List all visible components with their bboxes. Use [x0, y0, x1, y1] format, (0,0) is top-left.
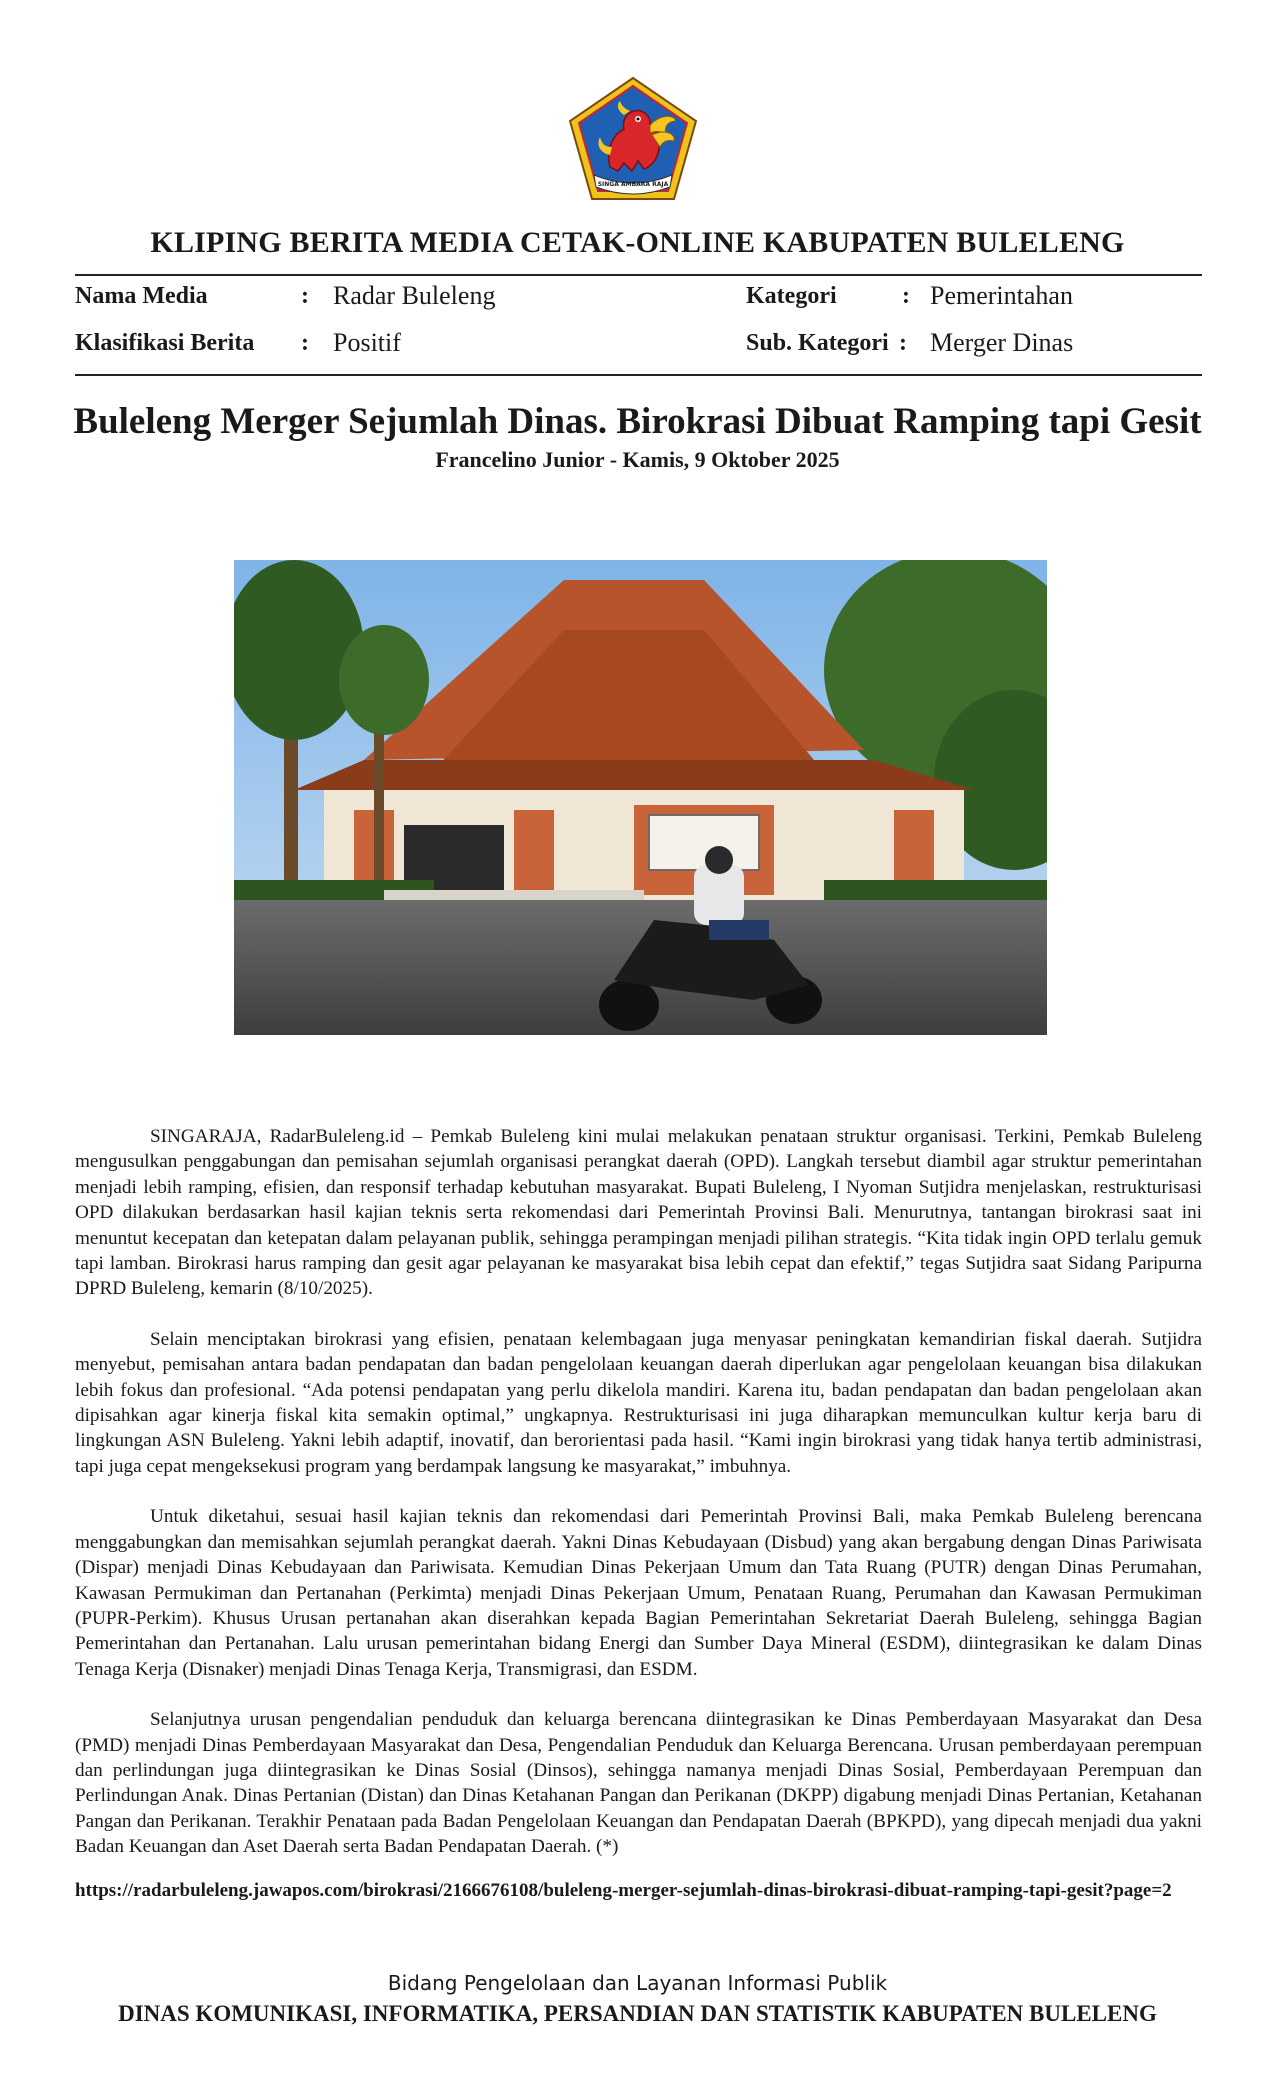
nama-media-colon: : [301, 283, 309, 309]
article-paragraph-4: Selanjutnya urusan pengendalian penduduk dan keluarga berencana diintegrasikan ke Dinas Pemberdayaan Masyarakat dan Desa (PMD) menjadi Dinas Pemberdayaan Masyarakat dan Desa, Pengendalian Penduduk dan Keluarga Berencana. Urusan pemberdayaan perempuan dan perlindungan juga diintegrasikan ke Dinas Sosial (Dinsos), sehingga namanya menjadi Dinas Sosial, Pemberdayaan Perempuan dan Perlindungan Anak. Dinas Pertanian (Distan) dan Dinas Ketahanan Pangan dan Perikanan (DKPP) digabung menjadi Dinas Pertanian, Ketahanan Pangan dan Perikanan. Terakhir Penataan pada Badan Pengelolaan Keuangan dan Pendapatan Daerah (BPKPD), yang dipecah menjadi dua yakni Badan Keuangan dan Aset Daerah serta Badan Pendapatan Daerah. (*) [75, 1709, 1202, 1858]
article-paragraph-2: Selain menciptakan birokrasi yang efisien, penataan kelembagaan juga menyasar peningkatan kemandirian fiskal daerah. Sutjidra menyebut, pemisahan antara badan pendapatan dan badan pengelolaan keuangan daerah diperlukan agar pengelolaan keuangan bisa dilakukan lebih fokus dan profesional. “Ada potensi pendapatan yang perlu dikelola mandiri. Karena itu, badan pendapatan dan badan pengelolaan akan dipisahkan agar kinerja fiskal kita semakin optimal,” ungkapnya. Restrukturisasi ini juga diharapkan memunculkan kultur kerja baru di lingkungan ASN Buleleng. Yakni lebih adaptif, inovatif, dan berorientasi pada hasil. “Kami ingin birokrasi yang tidak hanya tertib administrasi, tapi juga cepat mengeksekusi program yang berdampak langsung ke masyarakat,” imbuhnya. [75, 1328, 1202, 1477]
sub-kategori-colon: : [899, 330, 907, 356]
klasifikasi-berita-label: Klasifikasi Berita [75, 330, 255, 356]
klasifikasi-berita-value: Positif [333, 328, 401, 357]
kategori-value: Pemerintahan [930, 281, 1073, 310]
government-building-photo-icon [234, 560, 1047, 1035]
metadata-divider [75, 374, 1202, 376]
sub-kategori-value: Merger Dinas [930, 328, 1074, 357]
article-body [75, 1124, 1202, 1885]
sub-kategori-label: Sub. Kategori [746, 330, 889, 356]
heading-divider [75, 274, 1202, 276]
nama-media-value: Radar Buleleng [333, 281, 496, 310]
footer-agency: DINAS KOMUNIKASI, INFORMATIKA, PERSANDIAN DAN STATISTIK KABUPATEN BULELENG [118, 2001, 1157, 2026]
kategori-label: Kategori [746, 283, 837, 309]
article-byline: Francelino Junior - Kamis, 9 Oktober 2025 [435, 447, 840, 472]
article-title: Buleleng Merger Sejumlah Dinas. Birokrasi Dibuat Ramping tapi Gesit [73, 401, 1202, 442]
emblem-motto: SINGA AMBARA RAJA [597, 181, 669, 188]
article-paragraph-1: SINGARAJA, RadarBuleleng.id – Pemkab Buleleng kini mulai melakukan penataan struktur organisasi. Terkini, Pemkab Buleleng mengusulkan penggabungan dan pemisahan sejumlah organisasi perangkat daerah (OPD). Langkah tersebut diambil agar struktur pemerintahan menjadi lebih ramping, efisien, dan responsif terhadap kebutuhan masyarakat. Bupati Buleleng, I Nyoman Sutjidra menjelaskan, restrukturisasi OPD dilakukan berdasarkan hasil kajian teknis serta rekomendasi dari Pemerintah Provinsi Bali. Menurutnya, tantangan birokrasi saat ini menuntut kecepatan dan ketepatan dalam pelayanan publik, sehingga perampingan menjadi pilihan strategis. “Kita tidak ingin OPD terlalu gemuk tapi lamban. Birokrasi harus ramping dan gesit agar pelayanan ke masyarakat bisa lebih cepat dan efektif,” tegas Sutjidra saat Sidang Paripurna DPRD Buleleng, kemarin (8/10/2025). [75, 1126, 1202, 1300]
footer-unit: Bidang Pengelolaan dan Layanan Informasi Publik [387, 1971, 888, 1995]
klasifikasi-berita-colon: : [301, 330, 309, 356]
source-url-link[interactable]: https://radarbuleleng.jawapos.com/birokrasi/2166676108/buleleng-merger-sejumlah-dinas-birokrasi-dibuat-ramping-tapi-gesit?page=2 [75, 1880, 1172, 1901]
singa-ambara-raja-emblem-icon [566, 75, 700, 203]
nama-media-label: Nama Media [75, 283, 208, 309]
document-heading: KLIPING BERITA MEDIA CETAK-ONLINE KABUPATEN BULELENG [150, 226, 1125, 259]
article-paragraph-3: Untuk diketahui, sesuai hasil kajian teknis dan rekomendasi dari Pemerintah Provinsi Bali, maka Pemkab Buleleng berencana menggabungkan dan memisahkan sejumlah perangkat daerah. Yakni Dinas Kebudayaan (Disbud) yang akan bergabung dengan Dinas Pariwisata (Dispar) menjadi Dinas Kebudayaan dan Pariwisata. Kemudian Dinas Pekerjaan Umum dan Tata Ruang (PUTR) dengan Dinas Perumahan, Kawasan Permukiman dan Pertanahan (Perkimta) menjadi Dinas Pekerjaan Umum, Penataan Ruang, Perumahan dan Kawasan Permukiman (PUPR-Perkim). Khusus Urusan pertanahan akan diserahkan kepada Bagian Pemerintahan Sekretariat Daerah Buleleng, sehingga Bagian Pemerintahan dan Pertanahan. Lalu urusan pemerintahan bidang Energi dan Sumber Daya Mineral (ESDM), diintegrasikan ke dalam Dinas Tenaga Kerja (Disnaker) menjadi Dinas Tenaga Kerja, Transmigrasi, dan ESDM. [75, 1506, 1202, 1680]
kategori-colon: : [902, 283, 910, 309]
